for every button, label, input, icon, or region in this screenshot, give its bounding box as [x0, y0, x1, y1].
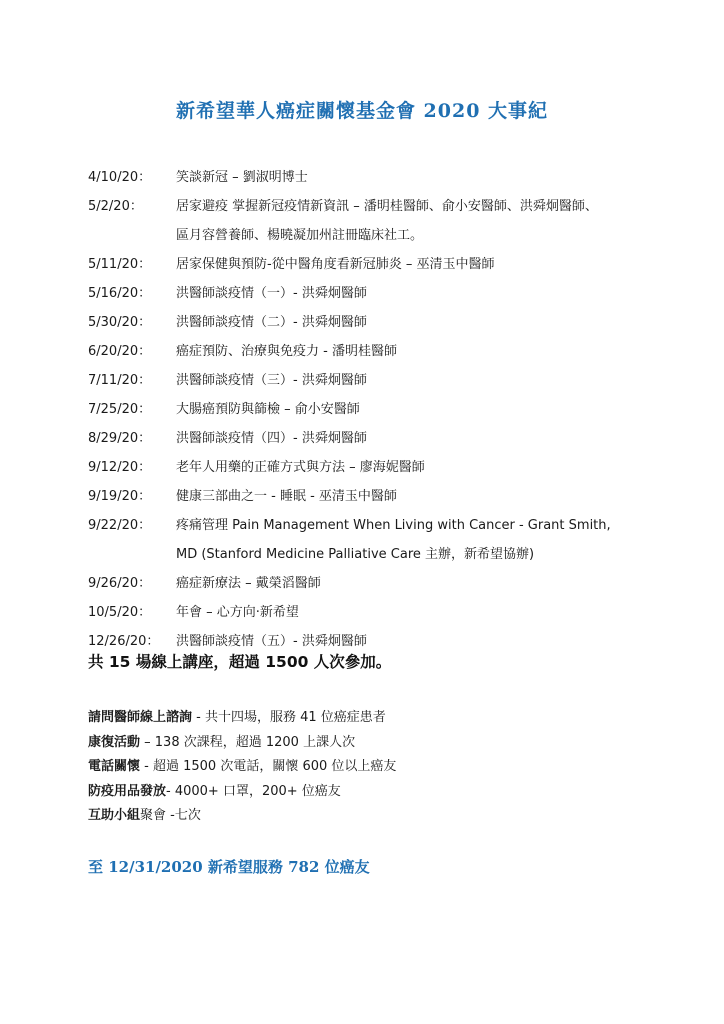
- service-item: [88, 755, 658, 780]
- event-description-line: 健康三部曲之一 - 睡眠 - 巫清玉中醫師: [176, 489, 397, 504]
- event-date: 5/30/20：: [88, 315, 152, 330]
- event-date: 9/12/20：: [88, 460, 152, 475]
- event-date: 12/26/20：: [88, 634, 160, 649]
- event-description: [176, 192, 658, 250]
- event-description: [176, 511, 658, 569]
- service-item: [88, 780, 658, 805]
- event-row: [88, 250, 658, 279]
- event-row: [88, 308, 658, 337]
- service-label: 請問醫師線上諮詢: [88, 710, 193, 725]
- event-description: [176, 482, 658, 511]
- summary-text: 共 15 場線上講座，超過 1500 人次參加。: [88, 653, 392, 671]
- event-row: [88, 569, 658, 598]
- event-date: 5/16/20：: [88, 286, 152, 301]
- event-description: [176, 337, 658, 366]
- service-label: 防疫用品發放: [88, 783, 167, 799]
- page-title: 新希望華人癌症關懷基金會 2020 大事紀: [175, 100, 549, 122]
- event-row: [88, 163, 658, 192]
- service-detail: - 超過 1500 次電話，關懷 600 位以上癌友: [140, 759, 397, 774]
- service-item: [88, 706, 658, 731]
- event-description-line: 洪醫師談疫情（一）- 洪舜炯醫師: [176, 286, 367, 301]
- event-description-line: 癌症預防、治療與免疫力 - 潘明桂醫師: [176, 344, 397, 359]
- footer-text: 至 12/31/2020 新希望服務 782 位癌友: [88, 858, 370, 876]
- event-description: [176, 598, 658, 627]
- event-description: [176, 569, 658, 598]
- events-list: [88, 163, 658, 656]
- service-detail: - 4000+ 口罩，200+ 位癌友: [166, 783, 341, 799]
- event-row: [88, 395, 658, 424]
- event-date: 10/5/20：: [88, 605, 152, 620]
- service-label: 互助小組: [88, 808, 141, 823]
- service-item: [88, 731, 658, 756]
- event-row: [88, 598, 658, 627]
- event-description: [176, 279, 658, 308]
- event-date: 9/22/20：: [88, 518, 152, 533]
- event-row: [88, 366, 658, 395]
- event-description-line: MD (Stanford Medicine Palliative Care 主辦，新希望協辦): [176, 547, 535, 562]
- service-item: [88, 804, 658, 829]
- event-description-line: 笑談新冠 – 劉淑明博士: [176, 170, 308, 185]
- event-date: 9/26/20：: [88, 576, 152, 591]
- event-row: [88, 453, 658, 482]
- event-description: [176, 424, 658, 453]
- event-description-line: 癌症新療法 – 戴榮滔醫師: [176, 576, 321, 591]
- event-date: 9/19/20：: [88, 489, 152, 504]
- event-date: 6/20/20：: [88, 344, 152, 359]
- event-description: [176, 250, 658, 279]
- event-description-line: 老年人用藥的正確方式與方法 – 廖海妮醫師: [176, 460, 425, 475]
- service-detail: 聚會 -七次: [140, 808, 201, 823]
- event-description-line: 居家保健與預防-從中醫角度看新冠肺炎 – 巫清玉中醫師: [176, 257, 495, 272]
- event-description-line: 洪醫師談疫情（五）- 洪舜炯醫師: [176, 634, 367, 649]
- event-date: 5/11/20：: [88, 257, 152, 272]
- service-detail: - 共十四場，服務 41 位癌症患者: [192, 710, 386, 725]
- event-date: 7/25/20：: [88, 402, 152, 417]
- event-description: [176, 163, 658, 192]
- event-description-line: 洪醫師談疫情（三）- 洪舜炯醫師: [176, 373, 367, 388]
- event-description-line: 區月容營養師、楊曉凝加州註冊臨床社工。: [176, 228, 424, 243]
- event-description-line: 洪醫師談疫情（四）- 洪舜炯醫師: [176, 431, 367, 446]
- service-label: 電話關懷: [88, 759, 141, 774]
- event-row: [88, 337, 658, 366]
- event-description-line: 疼痛管理 Pain Management When Living with Cancer - Grant Smith,: [176, 518, 611, 533]
- event-description: [176, 366, 658, 395]
- event-row: [88, 482, 658, 511]
- services-list: [88, 706, 658, 829]
- event-description-line: 居家避疫 掌握新冠疫情新資訊 – 潘明桂醫師、俞小安醫師、洪舜炯醫師、: [176, 199, 598, 214]
- event-date: 7/11/20：: [88, 373, 152, 388]
- event-description-line: 大腸癌預防與篩檢 – 俞小安醫師: [176, 402, 360, 417]
- service-detail: – 138 次課程，超過 1200 上課人次: [140, 734, 356, 750]
- event-date: 5/2/20：: [88, 199, 143, 214]
- event-description: [176, 453, 658, 482]
- event-date: 8/29/20：: [88, 431, 152, 446]
- event-description: [176, 308, 658, 337]
- event-description-line: 洪醫師談疫情（二）- 洪舜炯醫師: [176, 315, 367, 330]
- event-row: [88, 424, 658, 453]
- event-row: [88, 279, 658, 308]
- event-date: 4/10/20：: [88, 170, 152, 185]
- event-description-line: 年會 – 心方向·新希望: [176, 605, 299, 620]
- event-row: [88, 192, 658, 250]
- event-row: [88, 511, 658, 569]
- service-label: 康復活動: [88, 734, 141, 750]
- event-description: [176, 395, 658, 424]
